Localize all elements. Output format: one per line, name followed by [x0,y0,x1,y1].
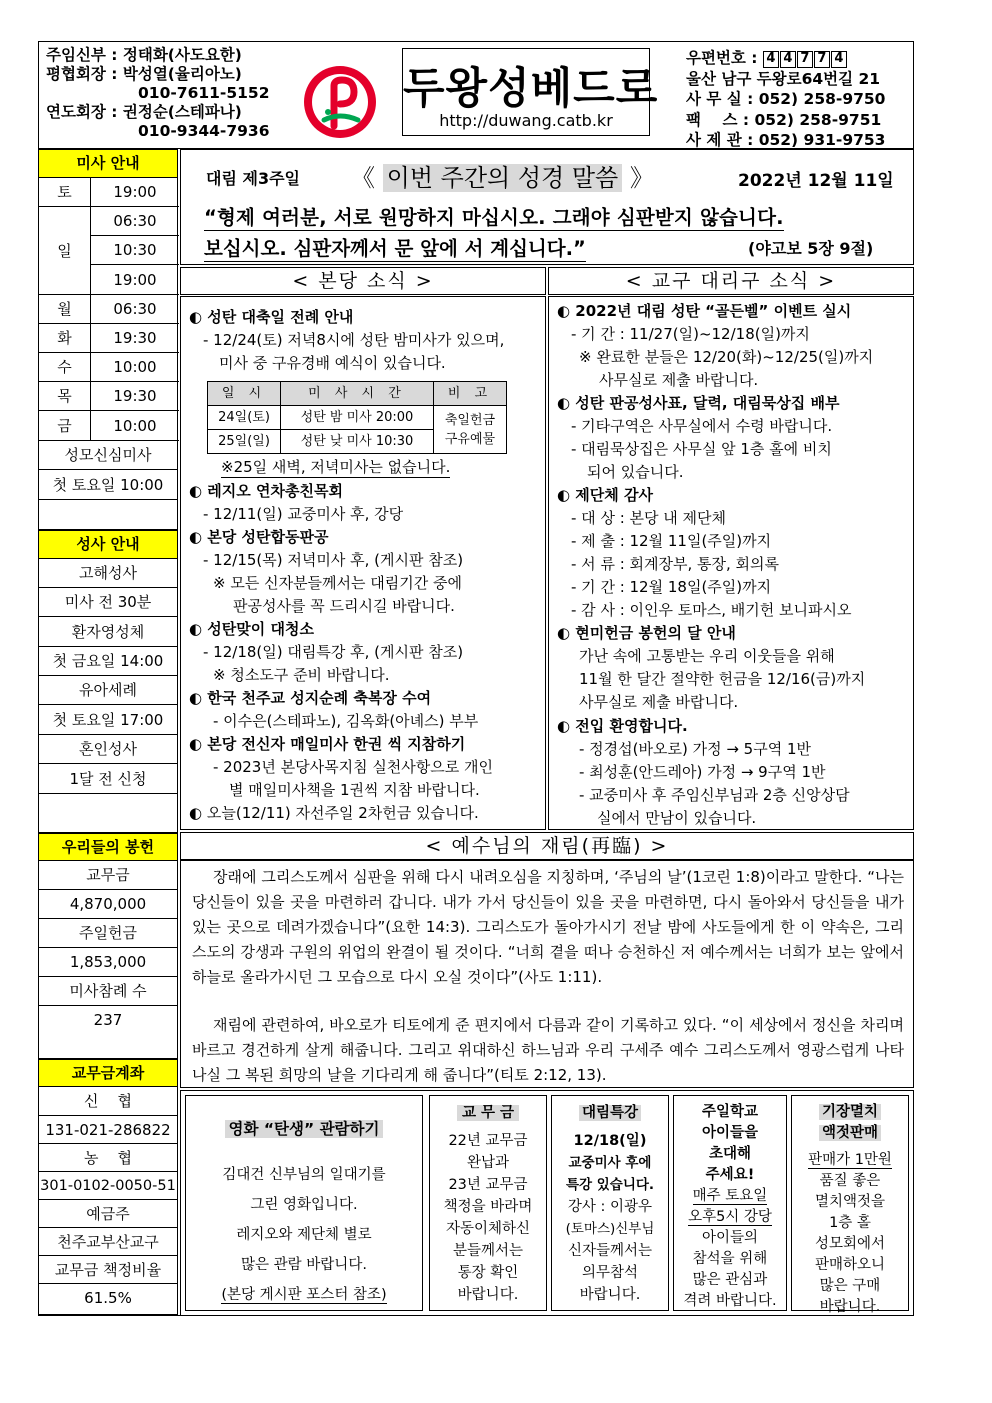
news-item-line: - 이수은(스테파노), 김옥화(아녜스) 부부 [213,712,479,730]
sunday-school-line: 주일학교 [701,1104,759,1120]
news-item-line: - 12/18(일) 대림특강 후, (게시판 참조) [203,643,464,661]
account-item: 천주교부산교구 [39,1228,177,1256]
rectory-phone: 사 제 관 : 052) 931-9753 [686,131,886,149]
sacrament-item: 혼인성사 [39,735,177,764]
anchovy-sale-notice [791,1095,909,1315]
advent-lecture-line: 바랍니다. [579,1287,641,1303]
news-item-line: ※ 청소도구 준비 바랍니다. [213,666,390,684]
news-item-heading: ◐ 제단체 감사 [557,486,653,504]
news-item-heading: ◐ 성탄 대축일 전례 안내 [189,308,354,326]
mass-section-title: 미사 안내 [39,149,177,178]
account-item: 61.5% [39,1284,177,1315]
table-cell: 성탄 낮 미사 10:30 [281,430,434,454]
movie-notice-line: 김대건 신부님의 일대기를 [222,1167,386,1183]
mass-time: 19:30 [91,382,179,411]
mass-day: 일 [39,207,91,295]
sunday-school-schedule: 매주 토요일 [692,1188,768,1204]
zip-digit: 4 [780,51,796,68]
movie-notice-line: 그린 영화입니다. [250,1197,358,1213]
page-bottom-rule [38,1315,914,1316]
table-cell: 성탄 밤 미사 20:00 [281,406,434,430]
sunday-school-schedule: 오후5시 강당 [688,1209,772,1225]
sacrament-item: 첫 토요일 17:00 [39,705,177,735]
offering-item: 4,870,000 [39,890,177,919]
news-item-heading: ◐ 전입 환영합니다. [557,717,688,735]
news-item-line: 실에서 만남이 있습니다. [597,809,757,827]
news-item-line: - 교중미사 후 주임신부님과 2층 신앙상담 [579,786,850,804]
table-note-line: 축일헌금 [444,412,496,428]
mass-day: 금 [39,411,91,441]
anchovy-sale-price: 판매가 1만원 [808,1152,892,1168]
news-item-line: - 12/24(토) 저녁8시에 성탄 밤미사가 있으며, [203,331,505,349]
mass-time: 10:00 [91,353,179,382]
scripture-title [351,158,654,193]
dues-notice-line: 22년 교무금 [448,1133,528,1149]
weekly-scripture-box [180,149,914,265]
sunday-school-line: 아이들을 [701,1125,759,1141]
offering-item: 주일헌금 [39,919,177,948]
dues-notice-line: 23년 교무금 [448,1177,528,1193]
mass-time: 06:30 [91,207,179,236]
council-president-line: 평협회장 : 박성열(율리아노) [46,65,242,83]
table-header-cell: 일 시 [208,382,281,406]
news-item-heading: ◐ 성탄 판공성사표, 달력, 대림묵상집 배부 [557,394,840,412]
news-item-line: - 최성훈(안드레아) 가정 → 9구역 1반 [579,763,826,781]
mass-time: 19:00 [91,265,179,295]
sunday-school-line: 격려 바랍니다. [683,1293,777,1309]
table-cell: 24일(토) [208,406,281,430]
news-item-line: 사무실로 제출 바랍니다. [579,693,739,711]
news-item-line: - 기타구역은 사무실에서 수령 바랍니다. [571,417,833,435]
sacrament-item: 첫 금요일 14:00 [39,647,177,676]
news-item-line: - 감 사 : 이인우 토마스, 배기헌 보니파시오 [571,601,852,619]
anchovy-sale-line: 품질 좋은 [819,1173,881,1189]
essay-title: < 예수님의 재림(再臨) > [180,832,914,860]
council-president-phone: 010-7611-5152 [138,84,270,102]
news-item-line: - 기 간 : 11/27(일)~12/18(일)까지 [571,325,810,343]
dues-notice-line: 분들께서는 [452,1243,524,1259]
news-item-line: - 12/11(일) 교중미사 후, 강당 [203,505,404,523]
table-header-cell: 미 사 시 간 [281,382,434,406]
sunday-school-line: 아이들의 [701,1230,759,1246]
news-item-line: 되어 있습니다. [587,463,684,481]
movie-notice-title: 영화 “탄생” 관람하기 [225,1120,384,1138]
parish-news-title: < 본당 소식 > [180,267,546,295]
news-item-line: 사무실로 제출 바랍니다. [599,371,759,389]
liturgical-week: 대림 제3주일 [206,169,300,188]
offering-item: 교무금 [39,861,177,890]
district-news-panel [548,296,914,830]
news-item-line: 11월 한 달간 절약한 헌금을 12/16(금)까지 [579,670,866,688]
mass-time: 06:30 [91,295,179,324]
mass-time: 10:30 [91,236,179,265]
news-item-note: ※25일 새벽, 저녁미사는 없습니다. [221,458,451,476]
news-item-line: - 정경섭(바오로) 가정 → 5구역 1반 [579,740,812,758]
advent-lecture-line: (토마스)신부님 [565,1221,655,1237]
zip-digit: 7 [814,51,830,68]
news-item-line: - 대림묵상집은 사무실 앞 1층 홀에 비치 [571,440,832,458]
dues-notice-title: 교 무 금 [457,1105,519,1121]
sunday-school-notice [673,1095,787,1311]
news-item-heading: ◐ 성탄맞이 대청소 [189,620,314,638]
advent-lecture-line: 교중미사 후에 [568,1155,652,1171]
zip-digit: 4 [831,51,847,68]
anchovy-sale-line: 멸치액젓을 [814,1194,886,1210]
mass-time: 10:00 [91,411,179,441]
scripture-verse-line1: “형제 여러분, 서로 원망하지 마십시오. 그래야 심판받지 않습니다. [204,202,784,231]
sacrament-item: 유아세례 [39,676,177,705]
advent-lecture-line: 의무참석 [581,1265,639,1281]
news-item-heading: ◐ 한국 천주교 성지순례 축복장 수여 [189,689,432,707]
anchovy-sale-line: 1층 홀 [829,1215,871,1231]
sidebar-spacer [39,500,177,530]
account-section-title: 교무금계좌 [39,1059,177,1087]
zip-digit: 7 [797,51,813,68]
movie-notice-line: 레지오와 제단체 별로 [236,1227,372,1243]
anchovy-sale-line: 많은 구매 [819,1278,881,1294]
dues-notice-line: 바랍니다. [457,1287,519,1303]
announcements-panel [180,1090,914,1316]
christmas-mass-table [207,381,507,454]
anchovy-sale-line: 성모회에서 [814,1236,886,1252]
news-item-line: 미사 중 구유경배 예식이 있습니다. [219,354,446,372]
sidebar [38,149,178,1315]
pastor-line: 주임신부 : 정태화(사도요한) [46,46,242,64]
elder-phone: 010-9344-7936 [138,122,270,140]
dues-notice-line: 자동이체하신 [445,1221,531,1237]
devotion-mass-time: 첫 토요일 10:00 [39,470,177,500]
movie-notice-note: (본당 게시판 포스터 참조) [221,1287,387,1303]
advent-lecture-notice [551,1095,669,1311]
dues-notice-line: 통장 확인 [457,1265,519,1281]
anchovy-sale-title: 기장멸치 [819,1104,881,1120]
address: 울산 남구 두왕로64번길 21 [686,69,881,88]
news-item-heading: ◐ 본당 성탄합동판공 [189,528,329,546]
advent-lecture-line: 신자들께서는 [567,1243,653,1259]
news-item-line: 별 매일미사책을 1권씩 지참 바랍니다. [229,781,480,799]
advent-lecture-title: 대림특강 [579,1105,641,1121]
table-header-cell: 비 고 [434,382,507,406]
advent-lecture-date: 12/18(일) [573,1133,647,1149]
news-item-line: ※ 완료한 분들은 12/20(화)~12/25(일)까지 [579,348,874,366]
table-cell: 25일(일) [208,430,281,454]
sacrament-item: 고해성사 [39,559,177,588]
offering-section-title: 우리들의 봉헌 [39,833,177,861]
title-bracket-close: 》 [629,164,654,192]
mass-time: 19:00 [91,178,179,207]
news-item-line: 가난 속에 고통받는 우리 이웃들을 위해 [579,647,835,665]
news-item-heading: ◐ 오늘(12/11) 자선주일 2차헌금 있습니다. [189,804,479,822]
scripture-verse-line2: 보십시오. 심판자께서 문 앞에 서 계십니다.” [204,233,586,262]
offering-item: 1,853,000 [39,948,177,977]
table-note-line: 구유예물 [444,431,496,447]
news-item-line: - 12/15(목) 저녁미사 후, (게시판 참조) [203,551,464,569]
movie-notice-line: 많은 관람 바랍니다. [241,1257,367,1273]
bulletin-title: 두왕성베드로 [403,64,659,114]
mass-day: 수 [39,353,91,382]
account-item: 농 협 [39,1144,177,1172]
sacrament-section-title: 성사 안내 [39,530,177,559]
table-row [208,406,507,430]
news-item-heading: ◐ 본당 전신자 매일미사 한권 씩 지참하기 [189,735,466,753]
mass-day: 월 [39,295,91,324]
news-item-line: - 2023년 본당사목지침 실천사항으로 개인 [213,758,494,776]
dues-notice-line: 완납과 [466,1155,510,1171]
account-item: 131-021-286822 [39,1116,177,1144]
essay-panel [180,860,914,1088]
devotion-mass-label: 성모신심미사 [39,441,177,470]
news-item-heading: ◐ 2022년 대림 성탄 “골든벨” 이벤트 실시 [557,302,852,320]
anchovy-sale-line: 판매하오니 [814,1257,886,1273]
mass-day: 토 [39,178,91,207]
zip-digit: 4 [763,51,779,68]
mass-day: 목 [39,382,91,411]
news-item-line: - 제 출 : 12월 11일(주일)까지 [571,532,772,550]
news-item-line: - 대 상 : 본당 내 제단체 [571,509,726,527]
dues-notice [429,1095,547,1311]
account-item: 신 협 [39,1087,177,1116]
mass-day: 화 [39,324,91,353]
offering-item: 237 [39,1006,177,1059]
advent-lecture-line: 강사 : 이광우 [567,1199,653,1215]
account-item: 교무금 책정비율 [39,1256,177,1284]
sunday-school-line: 주세요! [705,1167,755,1183]
sacrament-item: 1달 전 신청 [39,764,177,794]
account-item: 301-0102-0050-51 [39,1172,177,1200]
bulletin-date: 2022년 12월 11일 [738,171,894,191]
news-item-line: - 기 간 : 12월 18일(주일)까지 [571,578,772,596]
mass-time: 19:30 [91,324,179,353]
header-frame [38,41,914,149]
news-item-heading: ◐ 레지오 연차총친목회 [189,482,343,500]
table-note-cell [434,406,507,454]
anchovy-sale-title: 액젓판매 [819,1125,881,1141]
sacrament-item: 환자영성체 [39,617,177,647]
sunday-school-line: 참석을 위해 [692,1251,768,1267]
account-item: 예금주 [39,1200,177,1228]
anchovy-sale-line: 바랍니다. [819,1299,881,1315]
district-news-title: < 교구 대리구 소식 > [548,267,914,295]
scripture-reference: (야고보 5장 9절) [748,239,874,258]
zip-label: 우편번호 : [686,49,758,67]
scripture-heading: 이번 주간의 성경 말씀 [383,164,623,192]
sidebar-spacer [39,794,177,833]
sunday-school-line: 초대해 [708,1146,752,1162]
elder-line: 연도회장 : 권정순(스테파나) [46,103,242,121]
news-item-line: 판공성사를 꼭 드리시길 바랍니다. [233,597,455,615]
news-item-line: - 서 류 : 회계장부, 통장, 회의록 [571,555,780,573]
news-item-heading: ◐ 현미헌금 봉헌의 달 안내 [557,624,736,642]
dues-notice-line: 책정을 바라며 [443,1199,533,1215]
sacrament-item: 미사 전 30분 [39,588,177,617]
parish-news-panel [180,296,546,830]
title-bracket-open: 《 [351,164,375,192]
office-phone: 사 무 실 : 052) 258-9750 [686,90,886,108]
offering-item: 미사참례 수 [39,977,177,1006]
sunday-school-line: 많은 관심과 [692,1272,768,1288]
fax-number: 팩 스 : 052) 258-9751 [686,110,882,129]
advent-lecture-line: 특강 있습니다. [565,1177,655,1193]
parish-website-link[interactable]: http://duwang.catb.kr [439,111,613,130]
movie-notice [185,1095,423,1311]
news-item-line: ※ 모든 신자분들께서는 대림기간 중에 [213,574,462,592]
essay-paragraph: 장래에 그리스도께서 심판을 위해 다시 내려오심을 지칭하며, ‘주님의 날’(1코린 1:8)이라고 말한다. “나는 당신들이 있을 곳을 마련하러 갑니다. 내가 가서 당신들이 있을 곳을 마련하면, 다시 돌아와서 당신들을 내가 있는 곳으로 데려가겠습니다”(요한 14:3). 그리스도가 돌아가시기 전날 밤에 사도들에게 한 이 약속은, 그리스도의 강생과 구원의 위업의 완결이 될 것이다. “너희 곁을 떠나 승천하신 저 예수께서는 너희가 보는 앞에서 하늘로 올라가시던 그 모습으로 다시 오실 것이다”(사도 1:11). [192,868,904,986]
essay-paragraph: 재림에 관련하여, 바오로가 티토에게 준 편지에서 다름과 같이 기록하고 있다. “이 세상에서 정신을 차리며 바르고 경건하게 살게 해줍니다. 그리고 위대하신 하느님과 우리 구세주 예수 그리스도께서 영광스럽게 나타나실 그 복된 희망의 날을 기다리게 해 줍니다”(티토 2:12, 13). [192,1016,904,1084]
